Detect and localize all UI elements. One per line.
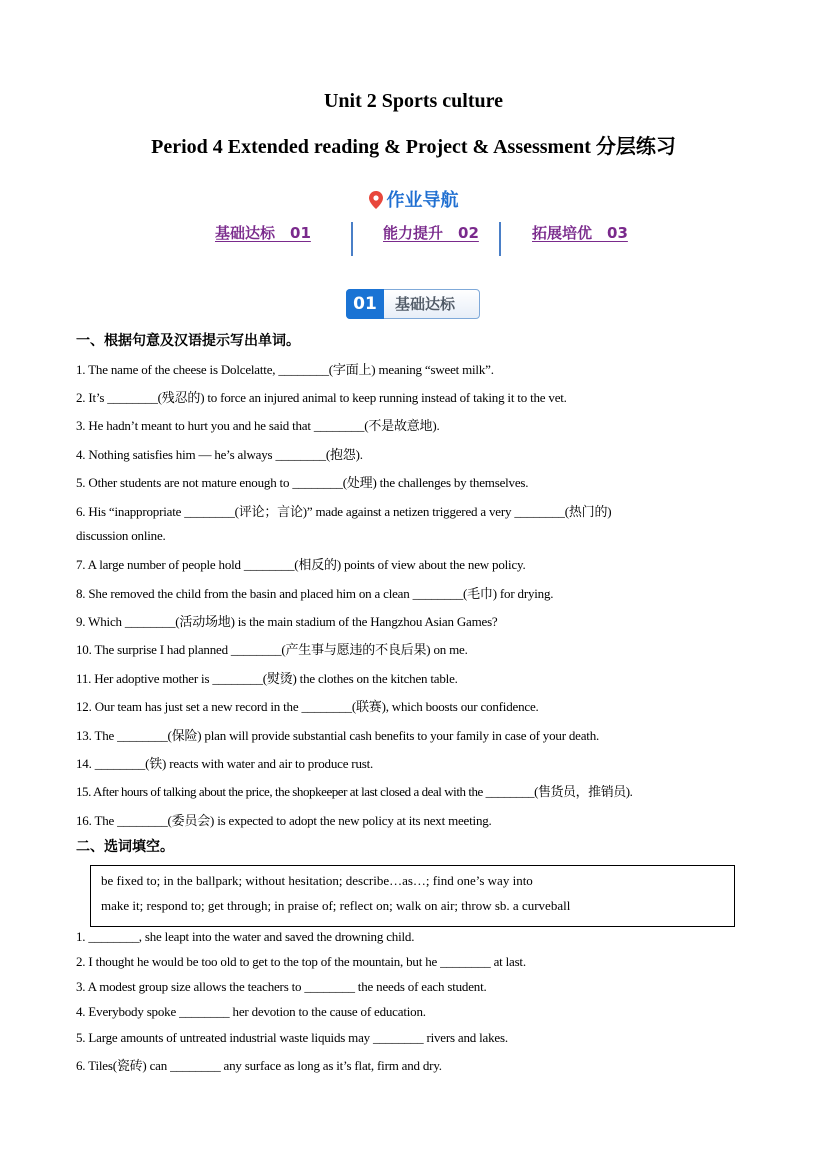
homework-nav-heading (0, 186, 827, 214)
period-title: Period 4 Extended reading & Project & Assessment 分层练习 (151, 136, 676, 158)
exercise-item: 8. She removed the child from the basin and placed him on a clean ________(毛巾) for drying. (76, 586, 554, 601)
fill-item: 6. Tiles(瓷砖) can ________ any surface as long as it’s flat, firm and dry. (76, 1058, 442, 1073)
exercise-item: 2. It’s ________(残忍的) to force an injured animal to keep running instead of taking it to the vet. (76, 390, 567, 405)
exercise-item: 16. The ________(委员会) is expected to adopt the new policy at its next meeting. (76, 813, 492, 828)
exercise-item: 4. Nothing satisfies him — he’s always ________(抱怨). (76, 447, 363, 462)
nav-link-ability[interactable]: 能力提升 02 (383, 224, 479, 242)
location-pin-icon (369, 191, 383, 214)
nav-divider (351, 222, 353, 256)
word-bank-line: make it; respond to; get through; in praise of; reflect on; walk on air; throw sb. a curveball (101, 898, 571, 913)
section-2-heading: 二、选词填空。 (76, 839, 174, 855)
homework-nav (0, 222, 827, 256)
word-bank (90, 865, 735, 927)
exercise-item-continued: discussion online. (76, 528, 166, 543)
exercise-item: 7. A large number of people hold ________(相反的) points of view about the new policy. (76, 557, 526, 572)
badge-label: 基础达标 (395, 295, 456, 313)
exercise-item: 6. His “inappropriate ________(评论；言论)” made against a netizen triggered a very ________(热门的) (76, 504, 612, 519)
exercise-item: 10. The surprise I had planned ________(产生事与愿违的不良后果) on me. (76, 642, 468, 657)
exercise-item: 13. The ________(保险) plan will provide substantial cash benefits to your family in case of your death. (76, 728, 600, 743)
nav-link-advanced[interactable]: 拓展培优 03 (532, 224, 628, 242)
exercise-item: 12. Our team has just set a new record in the ________(联赛), which boosts our confidence. (76, 699, 539, 714)
fill-item: 2. I thought he would be too old to get to the top of the mountain, but he ________ at last. (76, 954, 526, 969)
exercise-item: 1. The name of the cheese is Dolcelatte, ________(字面上) meaning “sweet milk”. (76, 362, 494, 377)
nav-divider (499, 222, 501, 256)
exercise-item: 14. ________(铁) reacts with water and air to produce rust. (76, 756, 374, 771)
exercise-item: 11. Her adoptive mother is ________(熨烫) the clothes on the kitchen table. (76, 671, 458, 686)
nav-heading-text: 作业导航 (386, 190, 459, 211)
exercise-item: 9. Which ________(活动场地) is the main stadium of the Hangzhou Asian Games? (76, 614, 498, 629)
fill-item: 1. ________, she leapt into the water and saved the drowning child. (76, 929, 415, 944)
exercise-item: 15. After hours of talking about the price, the shopkeeper at last closed a deal with the ________(售货员，推销员). (76, 784, 633, 799)
exercise-item: 5. Other students are not mature enough to ________(处理) the challenges by themselves. (76, 475, 529, 490)
badge-number: 01 (346, 289, 384, 319)
nav-link-basic[interactable]: 基础达标 01 (215, 224, 311, 242)
fill-item: 5. Large amounts of untreated industrial waste liquids may ________ rivers and lakes. (76, 1030, 508, 1045)
fill-item: 3. A modest group size allows the teachers to ________ the needs of each student. (76, 979, 487, 994)
unit-title: Unit 2 Sports culture (323, 90, 504, 112)
word-bank-line: be fixed to; in the ballpark; without hesitation; describe…as…; find one’s way into (101, 873, 533, 888)
section-badge (346, 289, 480, 319)
fill-item: 4. Everybody spoke ________ her devotion to the cause of education. (76, 1004, 426, 1019)
exercise-item: 3. He hadn’t meant to hurt you and he said that ________(不是故意地). (76, 418, 440, 433)
section-1-heading: 一、根据句意及汉语提示写出单词。 (76, 333, 300, 349)
